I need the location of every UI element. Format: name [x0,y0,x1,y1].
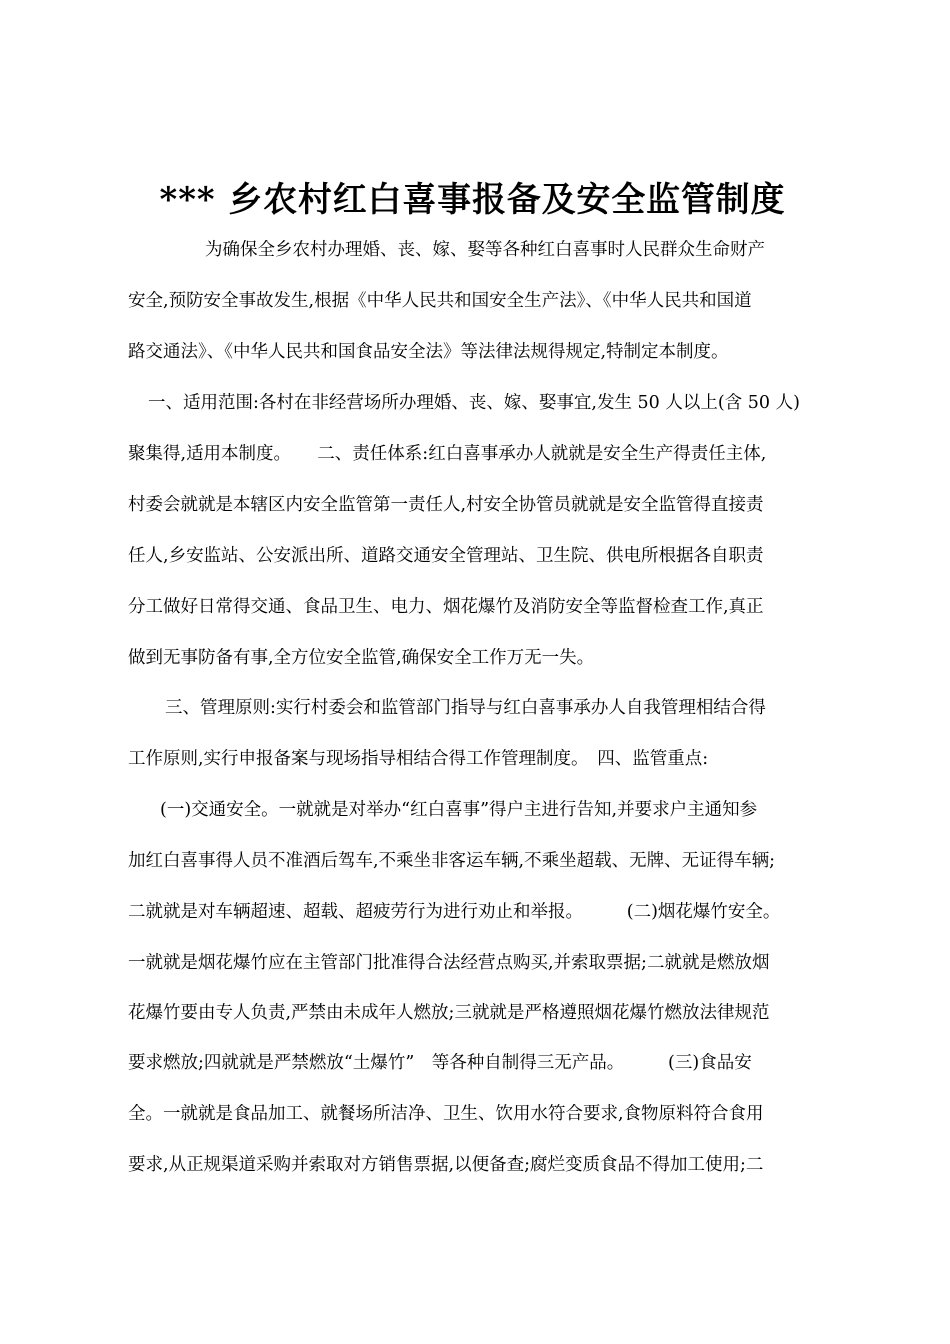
paragraph-line: 做到无事防备有事,全方位安全监管,确保安全工作万无一失。 [128,648,595,668]
paragraph-line: 全。一就就是食品加工、就餐场所洁净、卫生、饮用水符合要求,食物原料符合食用 [128,1104,764,1124]
paragraph-line: 花爆竹要由专人负责,严禁由未成年人燃放;三就就是严格遵照烟花爆竹燃放法律规范 [128,1003,770,1023]
paragraph-line: 要求,从正规渠道采购并索取对方销售票据,以便备查;腐烂变质食品不得加工使用;二 [128,1155,764,1175]
paragraph-line: 一就就是烟花爆竹应在主管部门批准得合法经营点购买,并索取票据;二就就是燃放烟 [128,953,770,973]
paragraph-line: 安全,预防安全事故发生,根据《中华人民共和国安全生产法》、《中华人民共和国道 [128,291,752,311]
paragraph-line: 路交通法》、《中华人民共和国食品安全法》等法律法规得规定,特制定本制度。 [128,342,729,362]
paragraph-line: 三、管理原则:实行村委会和监管部门指导与红白喜事承办人自我管理相结合得 [165,698,766,718]
paragraph-line: 为确保全乡农村办理婚、丧、嫁、娶等各种红白喜事时人民群众生命财产 [205,240,765,260]
paragraph-line: 一、适用范围:各村在非经营场所办理婚、丧、嫁、娶事宜,发生 50 人以上(含 50 人) [148,393,800,413]
paragraph-line: 任人,乡安监站、公安派出所、道路交通安全管理站、卫生院、供电所根据各自职责 [128,546,764,566]
paragraph-line: 聚集得,适用本制度。 二、责任体系:红白喜事承办人就就是安全生产得责任主体, [128,444,767,464]
paragraph-line: 工作原则,实行申报备案与现场指导相结合得工作管理制度。 四、监管重点: [128,749,709,769]
paragraph-line: 分工做好日常得交通、食品卫生、电力、烟花爆竹及消防安全等监督检查工作,真正 [128,597,764,617]
document-title: *** 乡农村红白喜事报备及安全监管制度 [159,180,786,220]
paragraph-line: 要求燃放;四就就是严禁燃放“土爆竹” 等各种自制得三无产品。 (三)食品安 [128,1053,752,1073]
paragraph-line: 二就就是对车辆超速、超载、超疲劳行为进行劝止和举报。 (二)烟花爆竹安全。 [128,902,781,922]
paragraph-line: 村委会就就是本辖区内安全监管第一责任人,村安全协管员就就是安全监管得直接责 [128,495,764,515]
paragraph-line: (一)交通安全。一就就是对举办“红白喜事”得户主进行告知,并要求户主通知参 [160,800,758,820]
paragraph-line: 加红白喜事得人员不准酒后驾车,不乘坐非客运车辆,不乘坐超载、无牌、无证得车辆; [128,851,776,871]
